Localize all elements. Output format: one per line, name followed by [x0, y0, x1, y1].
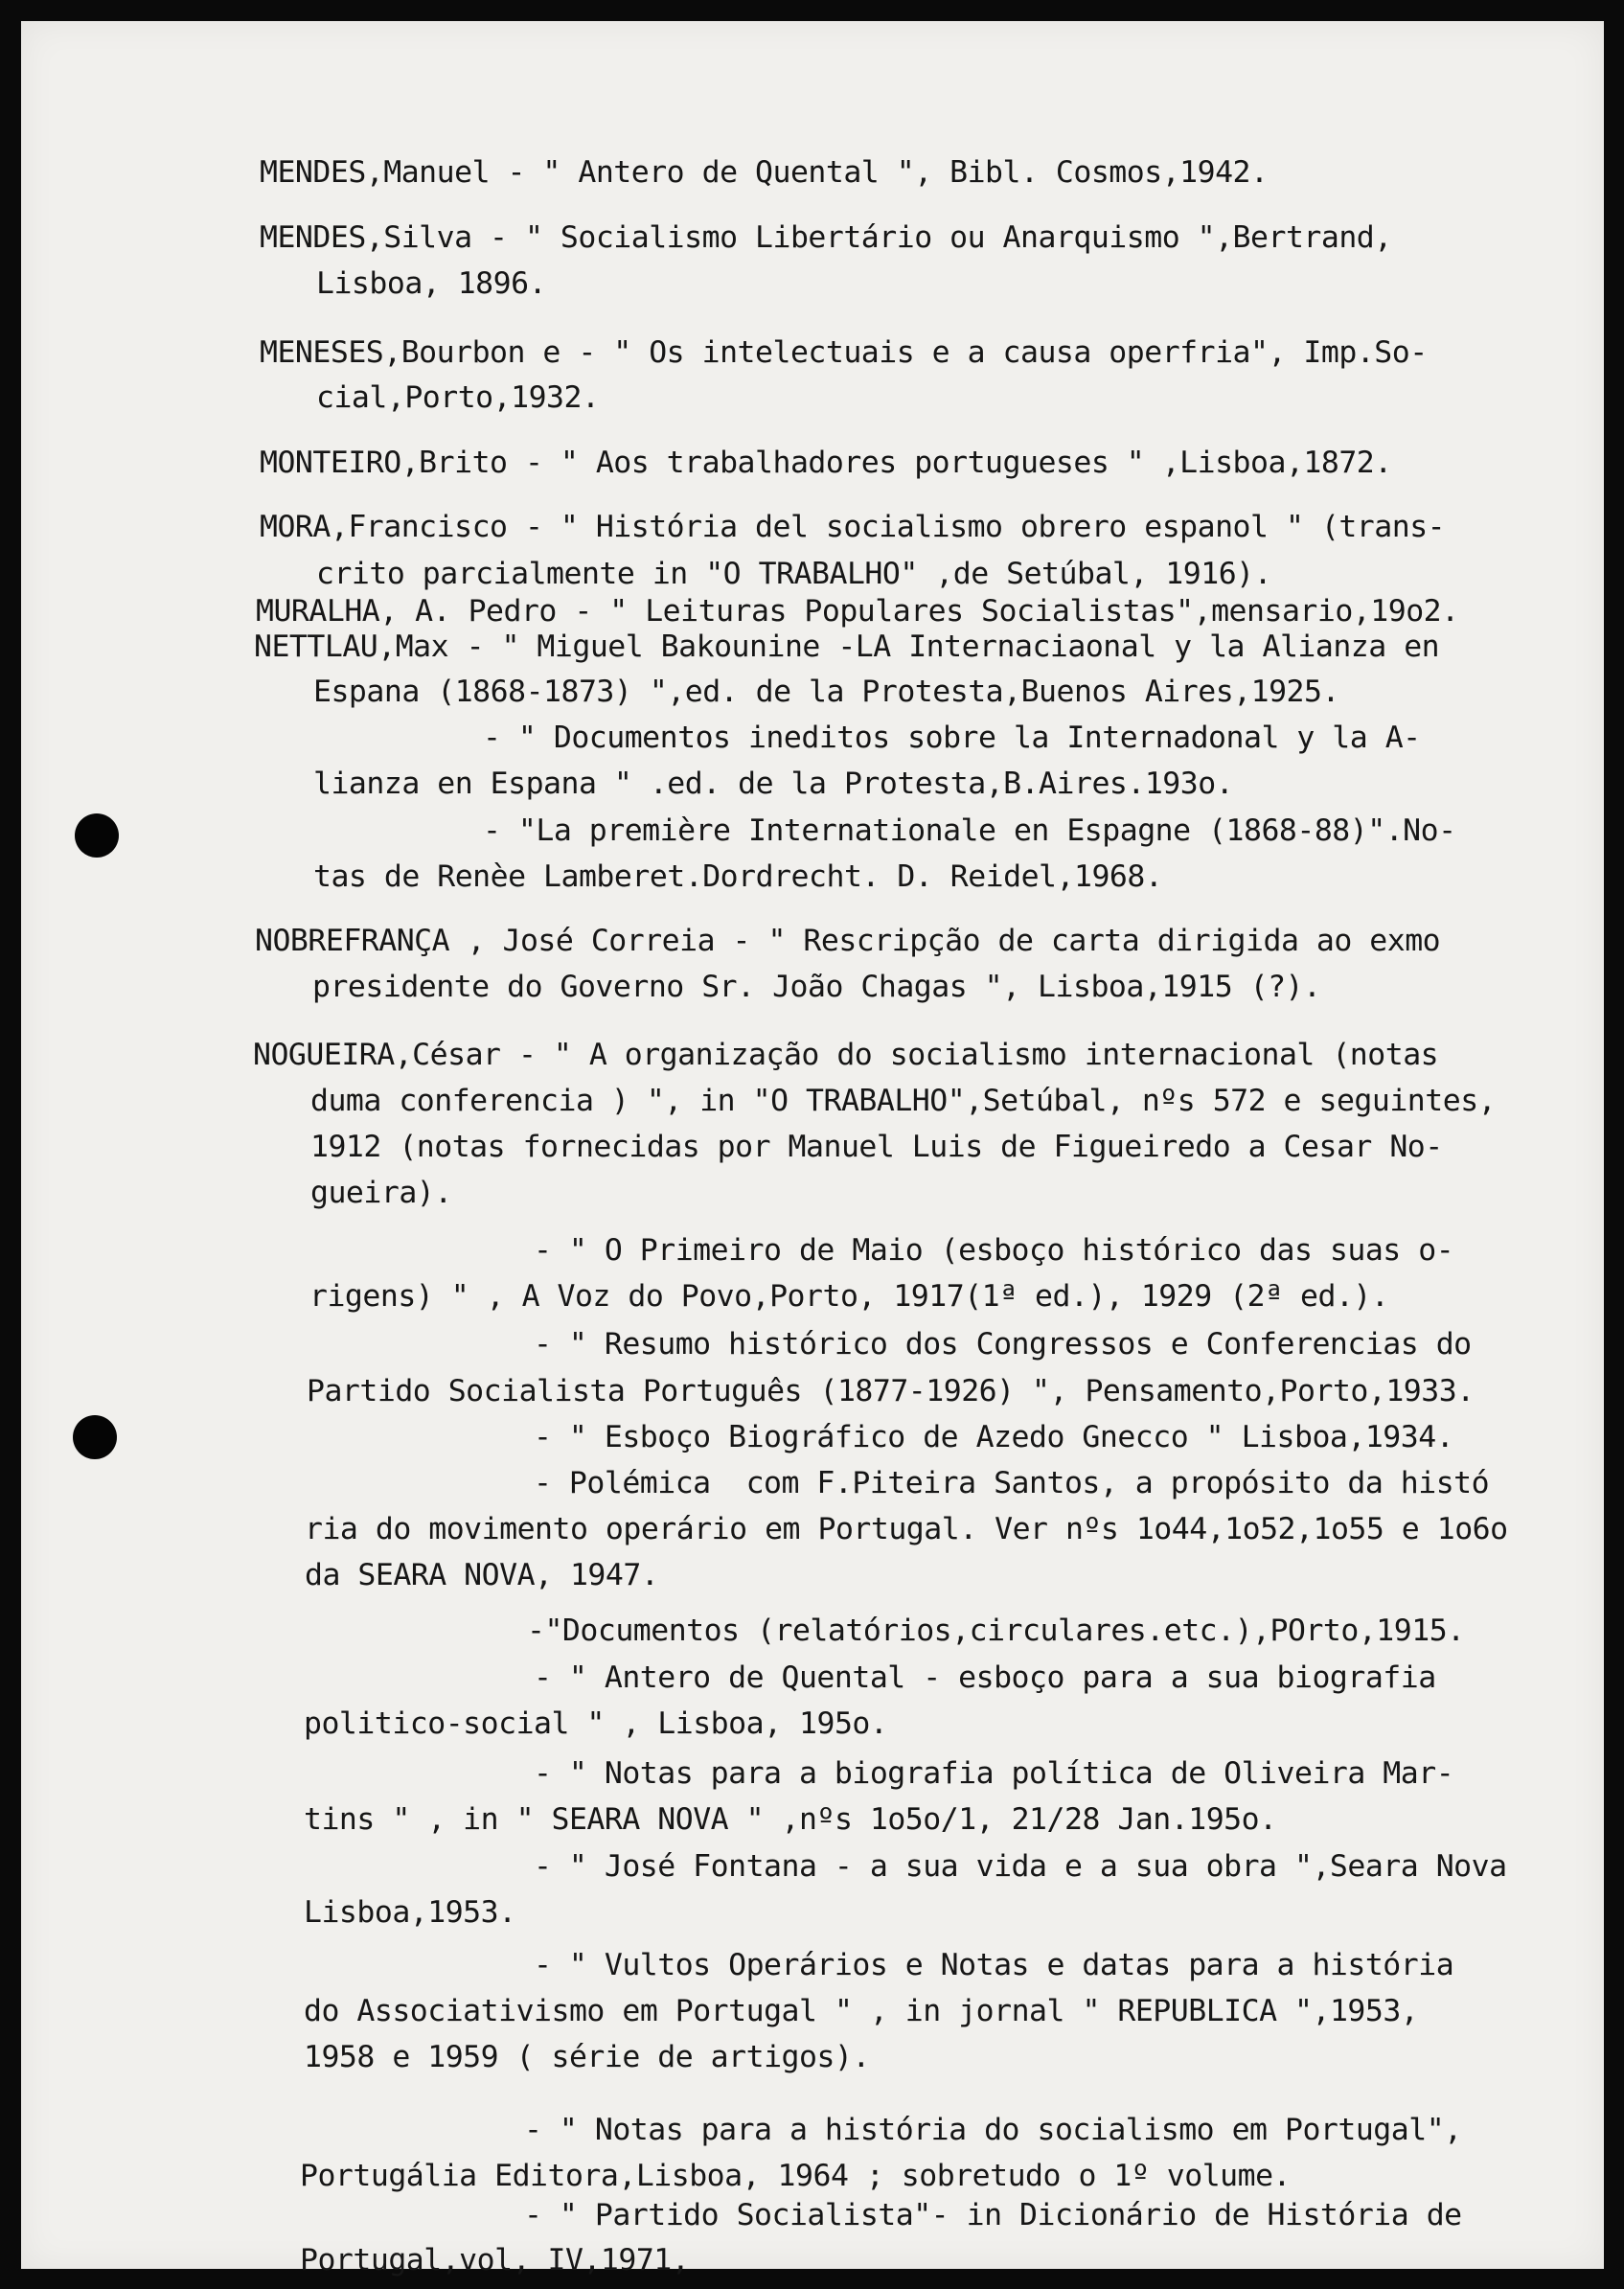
bibliography-line: Lisboa,1953. — [304, 1895, 516, 1930]
bibliography-line: - " Documentos ineditos sobre la Internadonal y la A- — [483, 721, 1421, 755]
bibliography-line: da SEARA NOVA, 1947. — [305, 1558, 659, 1592]
bibliography-line: Espana (1868-1873) ",ed. de la Protesta,Buenos Aires,1925. — [313, 675, 1339, 709]
bibliography-line: - " Notas para a biografia política de Oliveira Mar- — [534, 1756, 1454, 1791]
bibliography-line: NOBREFRANÇA , José Correia - " Rescripção de carta dirigida ao exmo — [255, 924, 1441, 958]
typewritten-page — [21, 21, 1604, 2278]
bibliography-line: Partido Socialista Português (1877-1926) ", Pensamento,Porto,1933. — [307, 1374, 1475, 1408]
bibliography-line: MENDES,Silva - " Socialismo Libertário ou Anarquismo ",Bertrand, — [260, 220, 1392, 255]
bibliography-line: - " Antero de Quental - esboço para a sua biografia — [534, 1660, 1436, 1695]
bibliography-line: cial,Porto,1932. — [316, 380, 600, 415]
bibliography-line: crito parcialmente in "O TRABALHO" ,de Setúbal, 1916). — [316, 557, 1272, 591]
bibliography-line: - " O Primeiro de Maio (esboço histórico das suas o- — [534, 1233, 1454, 1268]
bibliography-line: MENDES,Manuel - " Antero de Quental ", Bibl. Cosmos,1942. — [260, 155, 1269, 190]
bibliography-line: politico-social " , Lisboa, 195o. — [304, 1706, 888, 1741]
bibliography-line: - " Resumo histórico dos Congressos e Conferencias do — [534, 1327, 1472, 1362]
bibliography-line: MENESES,Bourbon e - " Os intelectuais e a causa operfria", Imp.So- — [260, 335, 1428, 370]
bibliography-line: duma conferencia ) ", in "O TRABALHO",Setúbal, nºs 572 e seguintes, — [310, 1084, 1497, 1118]
bibliography-line: - " Partido Socialista"- in Dicionário de História de — [524, 2198, 1462, 2232]
bibliography-line: gueira). — [310, 1176, 452, 1210]
bibliography-line: MURALHA, A. Pedro - " Leituras Populares Socialistas",mensario,19o2. — [256, 594, 1459, 629]
bibliography-line: - " Esboço Biográfico de Azedo Gnecco " Lisboa,1934. — [534, 1420, 1454, 1454]
punch-hole-top — [75, 813, 119, 858]
bibliography-line: rigens) " , A Voz do Povo,Porto, 1917(1ª ed.), 1929 (2ª ed.). — [309, 1279, 1389, 1314]
bibliography-line: - " Vultos Operários e Notas e datas para a história — [534, 1948, 1454, 1982]
bibliography-line: do Associativismo em Portugal " , in jornal " REPUBLICA ",1953, — [304, 1994, 1419, 2028]
bibliography-line: ria do movimento operário em Portugal. Ver nºs 1o44,1o52,1o55 e 1o6o — [305, 1512, 1508, 1546]
bibliography-line: lianza en Espana " .ed. de la Protesta,B.Aires.193o. — [313, 767, 1234, 801]
bibliography-line: -"Documentos (relatórios,circulares.etc.),POrto,1915. — [527, 1614, 1465, 1648]
bibliography-line: NOGUEIRA,César - " A organização do socialismo internacional (notas — [253, 1038, 1439, 1072]
bibliography-line: tas de Renèe Lamberet.Dordrecht. D. Reidel,1968. — [313, 859, 1163, 894]
bibliography-line: - " José Fontana - a sua vida e a sua obra ",Seara Nova — [534, 1849, 1507, 1884]
bibliography-line: MONTEIRO,Brito - " Aos trabalhadores portugueses " ,Lisboa,1872. — [260, 446, 1392, 480]
bibliography-line: Portugal,vol, IV,1971, — [300, 2243, 690, 2278]
punch-hole-bottom — [73, 1415, 117, 1459]
bibliography-line: Lisboa, 1896. — [316, 266, 547, 301]
bibliography-line: - Polémica com F.Piteira Santos, a propósito da histó — [534, 1466, 1490, 1500]
bibliography-line: tins " , in " SEARA NOVA " ,nºs 1o5o/1, 21/28 Jan.195o. — [304, 1802, 1277, 1837]
bibliography-line: Portugália Editora,Lisboa, 1964 ; sobretudo o 1º volume. — [300, 2159, 1292, 2193]
bibliography-line: presidente do Governo Sr. João Chagas ", Lisboa,1915 (?). — [312, 970, 1321, 1004]
bibliography-line: NETTLAU,Max - " Miguel Bakounine -LA Internaciaonal y la Alianza en — [254, 629, 1440, 664]
bibliography-line: - " Notas para a história do socialismo em Portugal", — [524, 2113, 1462, 2147]
bibliography-line: - "La première Internationale en Espagne (1868-88)".No- — [483, 813, 1456, 848]
bibliography-line: 1912 (notas fornecidas por Manuel Luis de Figueiredo a Cesar No- — [310, 1130, 1443, 1164]
bibliography-line: 1958 e 1959 ( série de artigos). — [304, 2040, 870, 2074]
bibliography-line: MORA,Francisco - " História del socialismo obrero espanol " (trans- — [260, 510, 1446, 544]
